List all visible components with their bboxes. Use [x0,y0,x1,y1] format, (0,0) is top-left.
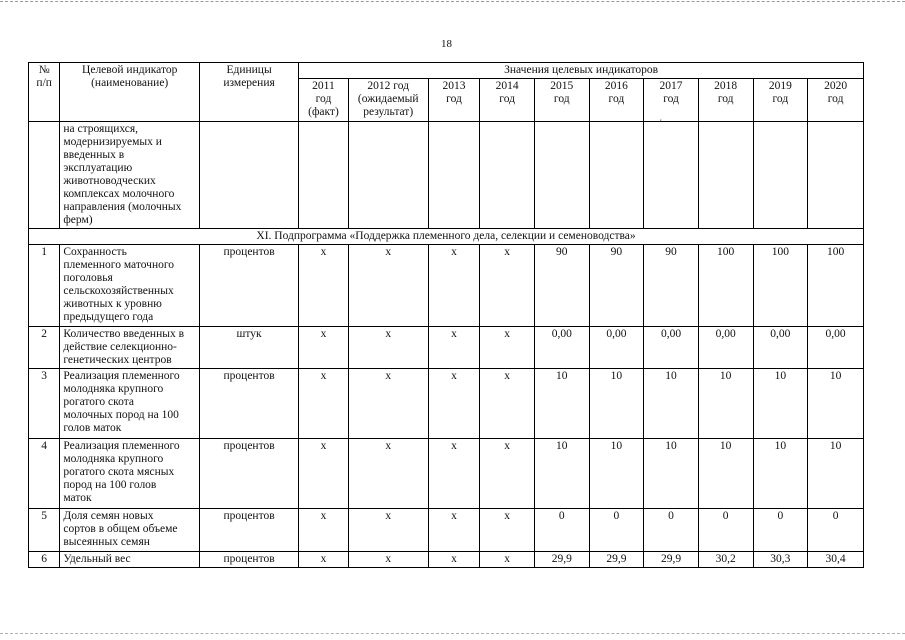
row-value: 90 [644,245,699,327]
row-indicator-name: Удельный вес [60,552,200,568]
row-value: х [428,552,480,568]
row-value: х [348,509,428,552]
row-value: 0 [534,509,589,552]
row-value: 10 [534,439,589,509]
page-number: 18 [441,38,452,50]
row-value: 29,9 [644,552,699,568]
row-value: х [480,552,535,568]
row-value: 10 [698,369,753,439]
header-year: 2020 год [808,79,864,122]
row-value: х [299,509,349,552]
row-value: 29,9 [589,552,644,568]
row-value: 10 [808,369,864,439]
row-value: х [480,245,535,327]
header-year: 2016 год [589,79,644,122]
continuation-indicator: на строящихся, модернизируемых и введенных в эксплуатацию животноводческих комплексах молочного направления (молочных ферм) [60,122,200,229]
row-value: 10 [644,439,699,509]
indicators-table [28,62,864,568]
row-value: 0,00 [589,327,644,369]
row-value: 90 [534,245,589,327]
row-number: 4 [29,439,60,509]
row-indicator-name: Реализация племенного молодняка крупного рогатого скота молочных пород на 100 голов маток [60,369,200,439]
row-value: х [428,439,480,509]
row-value: 0,00 [808,327,864,369]
row-value: 0,00 [753,327,808,369]
row-value: 0 [808,509,864,552]
header-year: 2012 год (ожидаемый результат) [348,79,428,122]
header-year: 2013 год [428,79,480,122]
section-title: XI. Подпрограмма «Поддержка племенного дела, селекции и семеноводства» [29,229,864,245]
row-number: 5 [29,509,60,552]
row-value: 100 [698,245,753,327]
row-unit: процентов [200,439,299,509]
table-row [29,369,864,439]
row-value: 0,00 [534,327,589,369]
table-row [29,552,864,568]
row-value: х [299,552,349,568]
row-value: х [480,439,535,509]
row-value: 30,2 [698,552,753,568]
row-value: 0 [753,509,808,552]
continuation-row [29,122,864,229]
row-value: х [480,327,535,369]
row-value: 10 [808,439,864,509]
header-num: № п/п [29,63,60,122]
continuation-unit [200,122,299,229]
header-year: 2018 год [698,79,753,122]
row-value: 10 [753,439,808,509]
row-indicator-name: Сохранность племенного маточного поголовья сельскохозяйственных животных к уровню предыдущего года [60,245,200,327]
header-year: 2014 год [480,79,535,122]
row-unit: процентов [200,369,299,439]
row-value: х [299,369,349,439]
row-value: х [428,327,480,369]
row-value: х [299,439,349,509]
row-value: 30,4 [808,552,864,568]
table-row [29,509,864,552]
row-number: 3 [29,369,60,439]
row-value: х [480,369,535,439]
row-value: х [299,327,349,369]
row-value: 10 [753,369,808,439]
header-year: 2011 год (факт) [299,79,349,122]
section-row [29,229,864,245]
row-indicator-name: Реализация племенного молодняка крупного рогатого скота мясных пород на 100 голов маток [60,439,200,509]
header-year: 2019 год [753,79,808,122]
continuation-num [29,122,60,229]
row-value: х [428,509,480,552]
row-value: х [348,369,428,439]
row-value: 0 [698,509,753,552]
row-value: х [428,245,480,327]
row-value: 10 [534,369,589,439]
header-year: 2017 год [644,79,699,122]
table-row [29,439,864,509]
row-value: 10 [644,369,699,439]
row-indicator-name: Количество введенных в действие селекционно- генетических центров [60,327,200,369]
row-value: 10 [589,369,644,439]
row-value: 0,00 [698,327,753,369]
header-values-title: Значения целевых индикаторов [299,63,864,79]
row-number: 1 [29,245,60,327]
row-value: 30,3 [753,552,808,568]
row-number: 2 [29,327,60,369]
scan-edge-top [0,1,905,2]
row-value: 90 [589,245,644,327]
row-indicator-name: Доля семян новых сортов в общем объеме высеянных семян [60,509,200,552]
row-unit: штук [200,327,299,369]
row-unit: процентов [200,245,299,327]
table-row [29,245,864,327]
row-value: х [348,327,428,369]
header-indicator: Целевой индикатор (наименование) [60,63,200,122]
row-unit: процентов [200,509,299,552]
row-value: 0,00 [644,327,699,369]
row-value: 10 [698,439,753,509]
row-value: 10 [589,439,644,509]
row-value: х [348,439,428,509]
row-value: х [348,552,428,568]
row-unit: процентов [200,552,299,568]
row-value: 29,9 [534,552,589,568]
row-value: х [299,245,349,327]
row-value: х [428,369,480,439]
row-value: 100 [808,245,864,327]
row-value: 0 [644,509,699,552]
stray-mark: ' [660,118,662,128]
header-year: 2015 год [534,79,589,122]
row-value: х [480,509,535,552]
row-number: 6 [29,552,60,568]
row-value: 100 [753,245,808,327]
table-row [29,327,864,369]
header-units: Единицы измерения [200,63,299,122]
scan-edge-bottom [0,633,905,634]
row-value: х [348,245,428,327]
row-value: 0 [589,509,644,552]
